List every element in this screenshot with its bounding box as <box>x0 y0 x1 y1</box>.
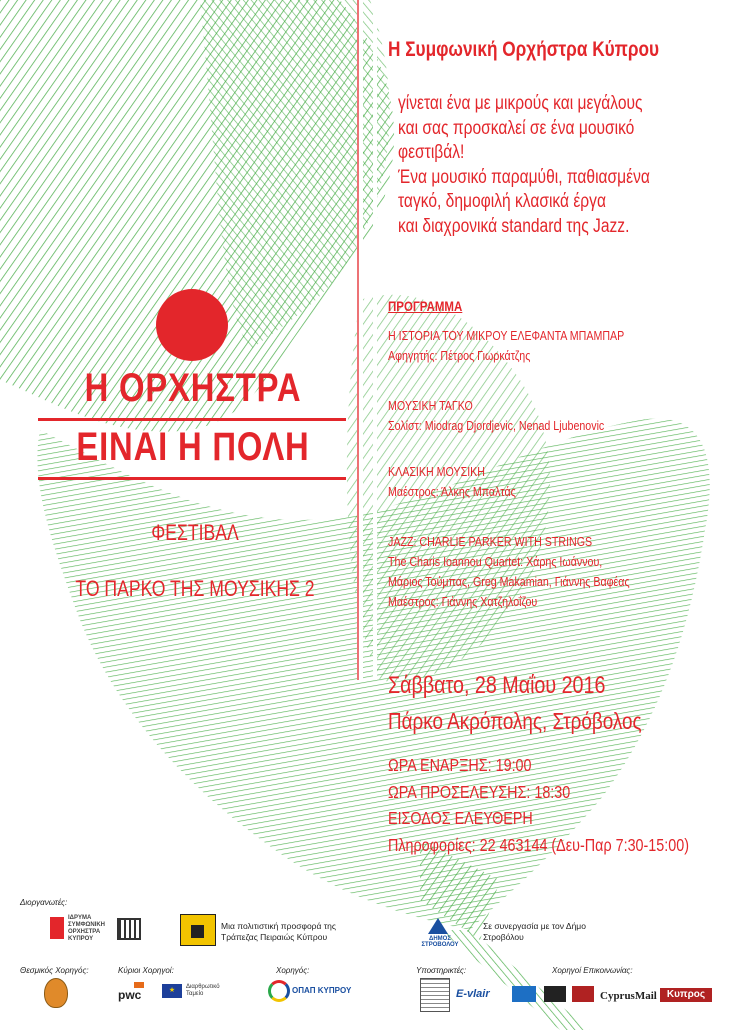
pwc-logo: pwc <box>118 988 142 1002</box>
start-time: ΩΡΑ ΕΝΑΡΞΗΣ: 19:00 <box>388 755 532 775</box>
intro-heading: Η Συμφωνική Ορχήστρα Κύπρου <box>388 38 660 61</box>
program-item-title: JAZZ: CHARLIE PARKER WITH STRINGS <box>388 534 593 549</box>
film-strip-icon <box>117 918 141 940</box>
foundation-text: ΙΔΡΥΜΑ ΣΥΜΦΩΝΙΚΗ ΟΡΧΗΣΤΡΑ ΚΥΠΡΟΥ <box>68 915 106 942</box>
intro-line: γίνεται ένα με μικρούς και μεγάλους <box>398 93 643 114</box>
info-phone: Πληροφορίες: 22 463144 (Δευ-Παρ 7:30-15:00) <box>388 834 690 855</box>
free-entry: ΕΙΣΟΔΟΣ ΕΛΕΥΘΕΡΗ <box>388 808 533 828</box>
event-times <box>388 752 729 858</box>
program-item-title: Η ΙΣΤΟΡΙΑ ΤΟΥ ΜΙΚΡΟΥ ΕΛΕΦΑΝΤΑ ΜΠΑΜΠΑΡ <box>388 328 625 343</box>
eu-fund-text: Διαρθρωτικό Ταμείο <box>186 984 220 997</box>
intro-line: και διαχρονικά standard της Jazz. <box>398 215 630 237</box>
radio-logo-icon <box>544 986 566 1002</box>
program-item-title: ΚΛΑΣΙΚΗ ΜΟΥΣΙΚΗ <box>388 464 485 479</box>
main-sponsors-label: Κύριοι Χορηγοί: <box>118 966 174 975</box>
program-item-detail: Σολίστ: Miodrag Djordjevic, Nenad Ljubenovic <box>388 418 605 433</box>
program-item-detail: Μαέστρος: Γιάννης Χατζηλοΐζου <box>388 594 538 609</box>
supporters-label: Υποστηρικτές: <box>416 966 467 975</box>
program-item-detail: The Charis Ioannou Quartet: Χάρης Ιωάννου, <box>388 554 603 569</box>
intro-line: ταγκό, δημοφιλή κλασικά έργα <box>398 191 606 212</box>
title-line-2: ΕΙΝΑΙ Η ΠΟΛΗ <box>76 425 310 469</box>
supporter-logo-icon <box>420 978 450 1012</box>
festival-name: ΤΟ ΠΑΡΚΟ ΤΗΣ ΜΟΥΣΙΚΗΣ 2 <box>75 576 315 601</box>
foundation-logo <box>50 915 112 947</box>
program-item-detail: Αφηγητής: Πέτρος Γιωρκάτζης <box>388 348 531 363</box>
intro-text <box>398 92 698 239</box>
kypros-logo: Κυπρος <box>660 988 712 1002</box>
sponsor-label: Χορηγός: <box>276 966 310 975</box>
program-item <box>388 396 652 436</box>
program-item <box>388 326 676 366</box>
eu-flag-icon: ★ <box>162 984 182 998</box>
title-underline-2 <box>38 477 346 480</box>
media-sponsors-label: Χορηγοί Επικοινωνίας: <box>552 966 633 975</box>
triangle-icon <box>428 918 448 934</box>
bank-mark-icon <box>191 925 204 938</box>
municipality-tagline: Σε συνεργασία με τον Δήμο Στροβόλου <box>483 921 586 942</box>
intro-line: και σας προσκαλεί σε ένα μουσικό <box>398 117 635 139</box>
event-place: Πάρκο Ακρόπολης, Στρόβολος <box>388 708 642 734</box>
intro-line: φεστιβάλ! <box>398 142 465 163</box>
program-item-title: ΜΟΥΣΙΚΗ ΤΑΓΚΟ <box>388 398 473 413</box>
cyprusmail-logo: CyprusMail <box>600 990 657 1002</box>
program-item <box>388 462 544 502</box>
institutional-label: Θεσμικός Χορηγός: <box>20 966 89 975</box>
pwc-mark-icon <box>134 982 144 988</box>
arrival-time: ΩΡΑ ΠΡΟΣΕΛΕΥΣΗΣ: 18:30 <box>388 781 571 802</box>
program-item-detail: Μάριος Τούμπας, Greg Makamian, Γιάννης Βαφέας <box>388 574 630 589</box>
bank-tagline: Μια πολιτιστική προσφορά της Τράπεζας Πειραιώς Κύπρου <box>221 921 336 942</box>
pik-logo-icon <box>512 986 536 1002</box>
program-item-detail: Μαέστρος: Άλκης Μπαλτάς <box>388 484 516 499</box>
radio-logo-icon-2 <box>572 986 594 1002</box>
festival-label: ΦΕΣΤΙΒΑΛ <box>151 520 239 545</box>
foundation-mark-icon <box>50 917 64 939</box>
organizers-label: Διοργανωτές: <box>20 898 68 907</box>
title-underline-1 <box>38 418 346 421</box>
piraeus-bank-logo <box>180 914 216 946</box>
event-date: Σάββατο, 28 Μαΐου 2016 <box>388 672 606 699</box>
cyprus-emblem-icon <box>44 978 68 1008</box>
program-heading: ΠΡΟΓΡΑΜΜΑ <box>388 298 463 314</box>
evlair-logo: E-vlair <box>456 988 490 1000</box>
opap-text: ΟΠΑΠ ΚΥΠΡΟΥ <box>292 986 352 995</box>
program-item <box>388 532 683 612</box>
municipality-name: ΔΗΜΟΣ ΣΤΡΟΒΟΛΟΥ <box>421 936 459 948</box>
title-line-1: Η ΟΡΧΗΣΤΡΑ <box>84 366 302 410</box>
opap-logo-icon <box>268 980 290 1002</box>
intro-line: Ένα μουσικό παραμύθι, παθιασμένα <box>398 166 650 188</box>
municipality-logo <box>412 918 468 946</box>
